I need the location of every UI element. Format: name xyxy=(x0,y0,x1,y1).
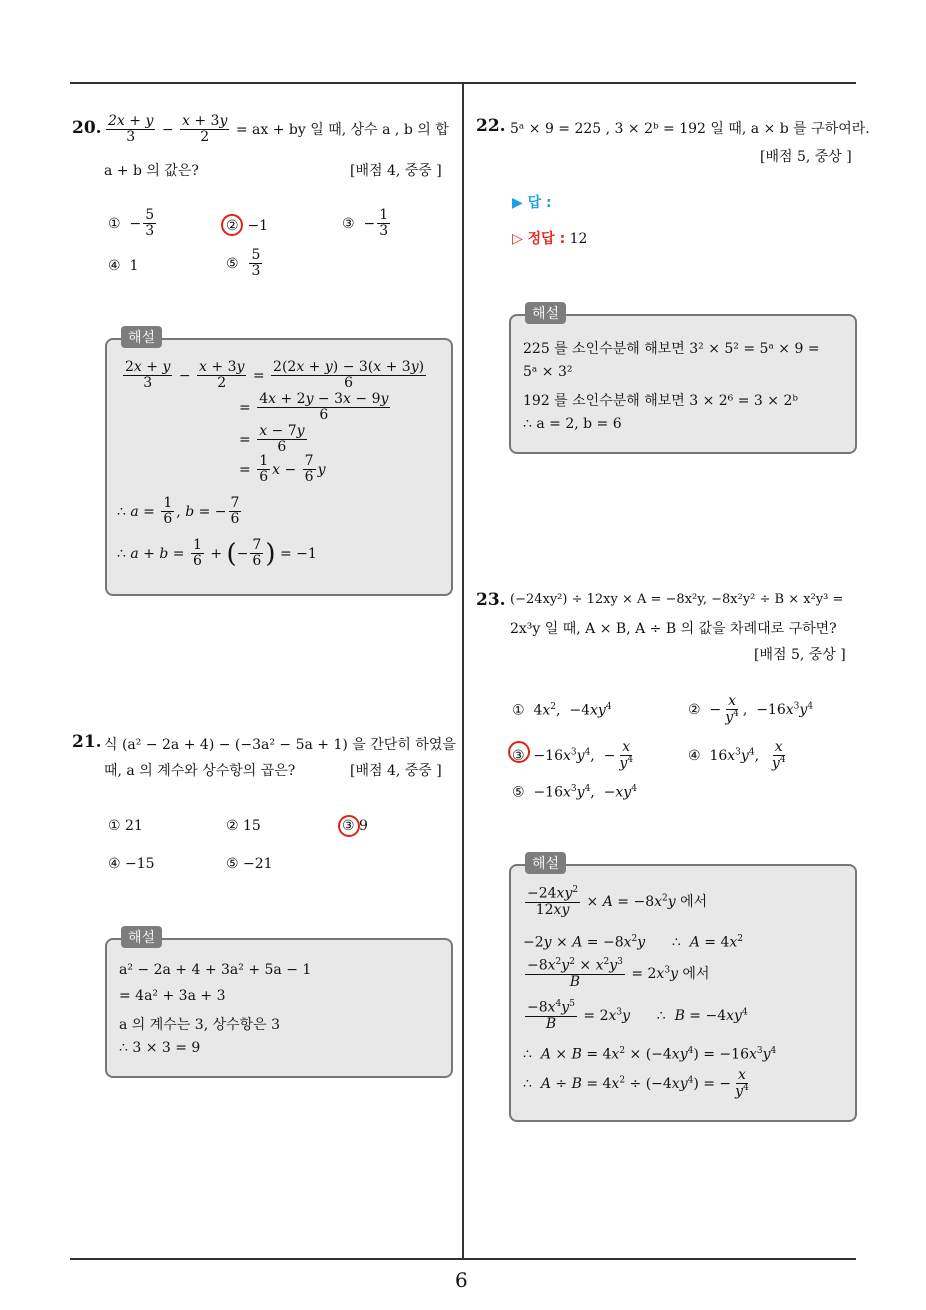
solution-box-20 xyxy=(105,330,453,596)
page-number: 6 xyxy=(455,1268,468,1292)
solution-line-5: ∴ $A \times B = 4x^2 \times (-4xy^4) = -16x^3y^4$ xyxy=(523,1046,777,1063)
solution-line-4: ∴ 3 × 3 = 9 xyxy=(119,1040,201,1056)
solution-line-3: = $\frac{x - 7y}{6}$ xyxy=(239,423,305,456)
question-stem: 식 (a² − 2a + 4) − (−3a² − 5a + 1) 을 간단히 하였을 xyxy=(104,737,456,753)
solution-tag: 해설 xyxy=(121,926,162,948)
option-4[interactable]: ④ $16x^3y^4$, $\frac{x}{y^4}$ xyxy=(688,739,786,773)
option-4[interactable]: ④ 1 xyxy=(108,258,139,274)
question-22 xyxy=(476,116,870,256)
solution-line-3: a 의 계수는 3, 상수항은 3 xyxy=(119,1017,281,1033)
solution-line-2: $-2y \times A = -8x^2y$ ∴ $A = 4x^2$ xyxy=(523,934,743,951)
option-3[interactable]: ③ $-16x^3y^4$, − $\frac{x}{y^4}$ xyxy=(512,739,634,773)
score-badge: [배점 5, 중상 ] xyxy=(760,149,852,165)
option-1[interactable]: ① 21 xyxy=(108,818,143,834)
solution-tag: 해설 xyxy=(121,326,162,348)
question-number: 20. xyxy=(72,118,102,138)
question-20 xyxy=(72,114,456,294)
option-3[interactable]: ③ 9 xyxy=(342,818,368,834)
solution-line-2: = 4a² + 3a + 3 xyxy=(119,988,226,1004)
question-number: 23. xyxy=(476,590,506,610)
answer-label: ▶ 답 : xyxy=(512,195,552,211)
option-1[interactable]: ① $4x^2$, $-4xy^4$ xyxy=(512,702,612,719)
solution-line-2: 5ᵃ × 3² xyxy=(523,364,573,380)
score-badge: [배점 4, 중중 ] xyxy=(350,763,442,779)
solution-line-1: $\frac{2x + y}{3}$ − $\frac{x + 3y}{2}$ = $\frac{2(2x + y) - 3(x + 3y)}{6}$ xyxy=(125,359,425,392)
solution-box-23 xyxy=(509,856,857,1122)
question-stem-line2: a + b 의 값은? xyxy=(104,163,199,179)
solution-line-4: $\frac{-8x^4y^5}{B}$ = $2x^3y$ ∴ $B = -4xy^4$ xyxy=(527,999,748,1033)
correct-answer xyxy=(512,228,587,248)
solution-line-3: $\frac{-8x^2y^2 \times x^2y^3}{B}$ = $2x^3y$ 에서 xyxy=(527,957,710,991)
answer-mark-circle xyxy=(221,214,243,236)
solution-line-1: $\frac{-24xy^2}{12xy}$ × $A = -8x^2y$ 에서 xyxy=(527,885,708,919)
option-2[interactable]: ② −1 xyxy=(226,218,269,234)
score-badge: [배점 5, 중상 ] xyxy=(754,647,846,663)
solution-tag: 해설 xyxy=(525,302,566,324)
correct-value: 12 xyxy=(569,231,588,247)
question-stem: 5ᵃ × 9 = 225 , 3 × 2ᵇ = 192 일 때, a × b 를 구하여라. xyxy=(510,121,870,137)
question-stem-line2: 때, a 의 계수와 상수항의 곱은? xyxy=(104,763,296,779)
bottom-rule xyxy=(70,1258,856,1260)
solution-box-21 xyxy=(105,930,453,1078)
option-4[interactable]: ④ −15 xyxy=(108,856,155,872)
solution-box-22 xyxy=(509,306,857,454)
option-1[interactable]: ① − $\frac{5}{3}$ xyxy=(108,207,155,240)
score-badge: [배점 4, 중중 ] xyxy=(350,163,442,179)
answer-mark-circle xyxy=(508,741,530,763)
stem-text: = ax + by 일 때, 상수 a , b 의 합 xyxy=(235,121,449,138)
option-5[interactable]: ⑤ $-16x^3y^4$, $-xy^4$ xyxy=(512,784,637,801)
question-number: 22. xyxy=(476,116,506,136)
solution-line-4: = $\frac{1}{6}$ x − $\frac{7}{6}$ y xyxy=(239,453,326,486)
question-stem: (−24xy²) ÷ 12xy × A = −8x²y, −8x²y² ÷ B × x²y³ = xyxy=(510,592,844,607)
option-3[interactable]: ③ − $\frac{1}{3}$ xyxy=(342,207,389,240)
solution-line-1: a² − 2a + 4 + 3a² + 5a − 1 xyxy=(119,962,312,978)
question-stem: $\frac{2x + y}{3}$ − $\frac{x + 3y}{2}$ = ax + by 일 때, 상수 a , b 의 합 xyxy=(108,113,449,146)
solution-line-6: ∴ a + b = $\frac{1}{6}$ + (− $\frac{7}{6}$ ) = −1 xyxy=(117,537,317,570)
option-2[interactable]: ② − $\frac{x}{y^4}$ , $-16x^3y^4$ xyxy=(688,693,814,727)
solution-line-6: ∴ $A \div B = 4x^2 \div (-4xy^4)$ = − $\frac{x}{y^4}$ xyxy=(523,1067,749,1101)
question-21 xyxy=(72,732,456,882)
correct-label: ▷ 정답 : xyxy=(512,231,566,247)
question-number: 21. xyxy=(72,732,102,752)
solution-line-1: 225 를 소인수분해 해보면 3² × 5² = 5ᵃ × 9 = xyxy=(523,341,820,357)
option-5[interactable]: ⑤ −21 xyxy=(226,856,273,872)
option-2[interactable]: ② 15 xyxy=(226,818,261,834)
answer-mark-circle xyxy=(338,815,360,837)
solution-line-4: ∴ a = 2, b = 6 xyxy=(523,416,622,432)
solution-tag: 해설 xyxy=(525,852,566,874)
option-5[interactable]: ⑤ $\frac{5}{3}$ xyxy=(226,247,261,280)
solution-line-2: = $\frac{4x + 2y - 3x - 9y}{6}$ xyxy=(239,391,389,424)
column-divider xyxy=(462,84,464,1260)
solution-line-3: 192 를 소인수분해 해보면 3 × 2⁶ = 3 × 2ᵇ xyxy=(523,393,798,409)
solution-line-5: ∴ a = $\frac{1}{6}$ , b = − $\frac{7}{6}$ xyxy=(117,495,240,528)
question-stem-line2: 2x³y 일 때, A × B, A ÷ B 의 값을 차례대로 구하면? xyxy=(510,621,837,637)
question-23 xyxy=(476,590,860,810)
